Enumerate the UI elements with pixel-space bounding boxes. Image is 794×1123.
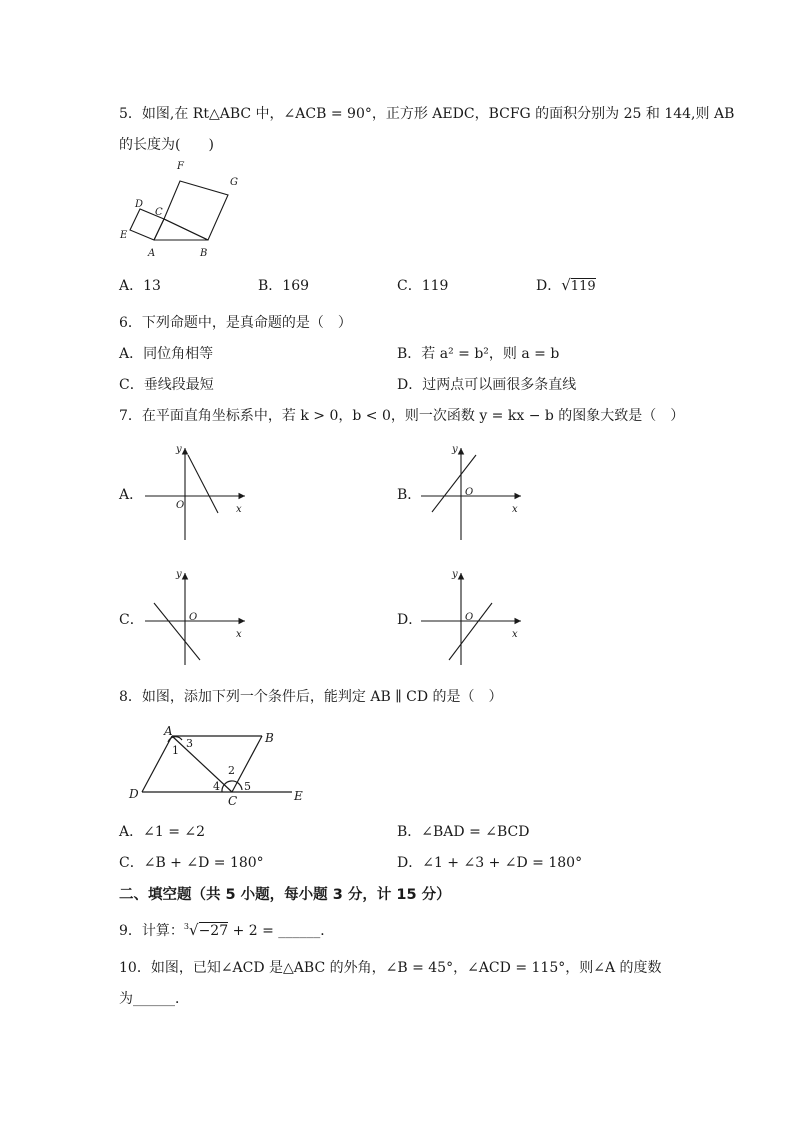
q5-stem-line1: 5．如图,在 Rt△ABC 中，∠ACB = 90°，正方形 AEDC，BCFG 的面积分别为 25 和 144,则 AB (119, 106, 735, 122)
q5-option-b: B．169 (258, 278, 310, 294)
y-axis-label: y (176, 444, 182, 455)
q5-label-e: E (120, 230, 128, 241)
origin-label: O (465, 612, 474, 623)
q5-option-d-prefix: D． (536, 278, 562, 294)
q5-option-a: A．13 (119, 278, 161, 294)
q7-graph-d (416, 565, 536, 670)
x-axis-label: x (236, 504, 242, 515)
cube-root-symbol: √ (189, 921, 199, 939)
q5-figure (112, 155, 252, 265)
q8-label-c: C (228, 794, 238, 808)
q8-option-c: C．∠B + ∠D = 180° (119, 855, 264, 871)
y-axis-label: y (176, 569, 182, 580)
q9-prefix: 9．计算： (119, 923, 184, 939)
q7-stem: 7．在平面直角坐标系中，若 k > 0，b < 0，则一次函数 y = kx − b 的图象大致是（ ） (119, 408, 685, 424)
q8-figure (124, 720, 314, 810)
q8-label-a: A (164, 724, 173, 738)
q10-line2: 为______． (119, 991, 189, 1007)
q7-option-a: A． (119, 487, 144, 503)
origin-label: O (465, 487, 474, 498)
q5-option-c: C．119 (397, 278, 449, 294)
q6-option-c: C．垂线段最短 (119, 377, 214, 393)
q8-angle-1: 1 (172, 744, 179, 757)
q7-graph-a (140, 440, 260, 545)
q5-label-g: G (230, 177, 238, 188)
q8-angle-2: 2 (228, 764, 235, 777)
x-axis-label: x (512, 504, 518, 515)
segment-ac (172, 736, 232, 792)
origin-label: O (189, 612, 198, 623)
q6-option-d: D．过两点可以画很多条直线 (397, 377, 577, 393)
q9-line (119, 920, 334, 940)
section-heading: 二、填空题（共 5 小题，每小题 3 分，计 15 分） (119, 887, 451, 903)
segment-ad (142, 736, 172, 792)
q5-label-d: D (135, 199, 144, 210)
q6-stem: 6．下列命题中，是真命题的是（ ） (119, 315, 352, 331)
q8-option-b: B．∠BAD = ∠BCD (397, 824, 530, 840)
x-axis-label: x (512, 629, 518, 640)
x-axis-label: x (236, 629, 242, 640)
q8-label-e: E (294, 789, 303, 803)
square-bcfg (164, 181, 228, 240)
q6-option-a: A．同位角相等 (119, 346, 214, 362)
q9-radicand: −27 (198, 923, 229, 939)
q8-option-a: A．∠1 = ∠2 (119, 824, 206, 840)
q8-stem: 8．如图，添加下列一个条件后，能判定 AB ∥ CD 的是（ ） (119, 689, 503, 705)
q7-graph-c (140, 565, 260, 670)
q5-option-d-radicand: 119 (570, 279, 596, 294)
q5-label-f: F (177, 161, 184, 172)
y-axis-label: y (452, 569, 458, 580)
q5-option-d (536, 275, 596, 295)
q8-label-d: D (129, 787, 139, 801)
q9-suffix: + 2 = ______． (228, 923, 335, 939)
q5-label-b: B (200, 248, 208, 259)
q7-option-c: C． (119, 612, 144, 628)
q5-label-a: A (148, 248, 156, 259)
q9-root-index: 3 (183, 922, 190, 931)
q8-angle-5: 5 (244, 780, 251, 793)
q8-option-d: D．∠1 + ∠3 + ∠D = 180° (397, 855, 583, 871)
q8-angle-3: 3 (186, 737, 193, 750)
origin-label: O (176, 500, 185, 511)
q8-angle-4: 4 (213, 780, 220, 793)
q7-graph-b (416, 440, 536, 545)
q7-option-d: D． (397, 612, 423, 628)
q8-label-b: B (265, 731, 274, 745)
q10-line1: 10．如图，已知∠ACD 是△ABC 的外角，∠B = 45°，∠ACD = 115°，则∠A 的度数 (119, 960, 662, 976)
q7-option-b: B． (397, 487, 422, 503)
y-axis-label: y (452, 444, 458, 455)
q6-option-b: B．若 a² = b²，则 a = b (397, 346, 560, 362)
q5-stem-line2: 的长度为( ) (119, 137, 214, 153)
sqrt-symbol: √ (561, 276, 571, 294)
q5-label-c: C (155, 207, 163, 218)
